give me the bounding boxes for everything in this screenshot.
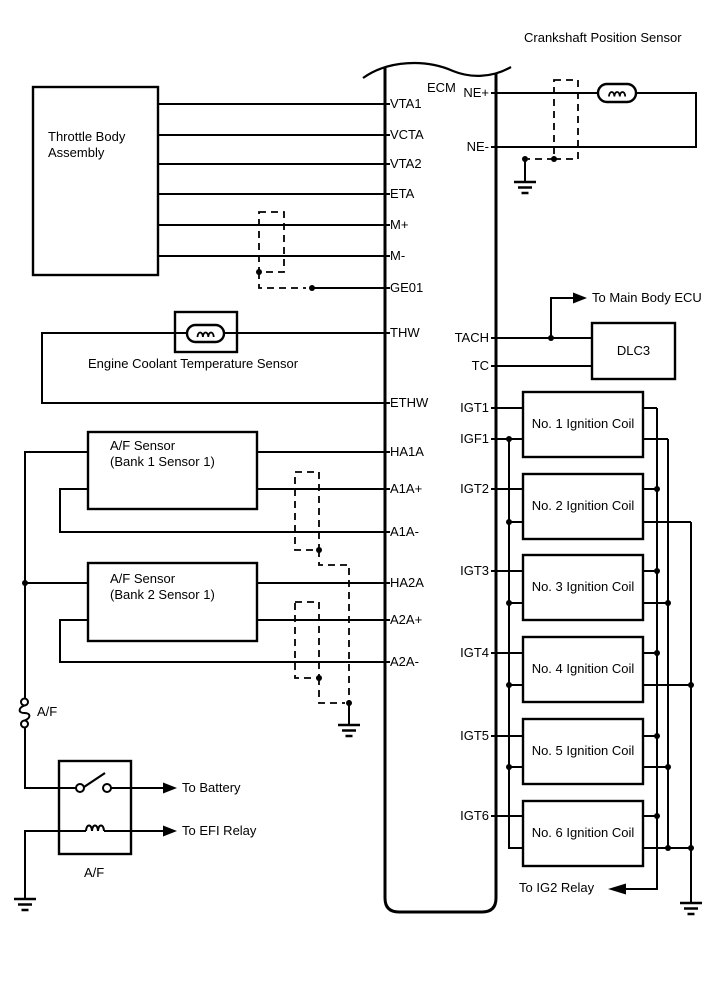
ground-ignition-coils	[680, 903, 702, 914]
crankshaft-sensor-title: Crankshaft Position Sensor	[524, 30, 682, 45]
ground-crank-shield	[514, 182, 536, 193]
pin-a2a-plus: A2A+	[390, 612, 423, 627]
relay-switch-contact-right	[103, 784, 111, 792]
pin-tc: TC	[471, 358, 489, 373]
wire-ne-loop	[491, 93, 696, 147]
ect-pickup-coil-capsule	[187, 325, 224, 342]
af-sensor-bank2-label	[110, 571, 215, 603]
pin-vta2: VTA2	[390, 156, 422, 171]
to-efi-relay-label: To EFI Relay	[182, 823, 257, 838]
pin-igt4: IGT4	[460, 645, 489, 660]
ignition-coil-3-label: No. 3 Ignition Coil	[531, 579, 635, 594]
throttle-body-label: Throttle Body Assembly	[48, 129, 126, 160]
ecm-label: ECM	[427, 80, 456, 95]
af-sensor-bank1-label	[110, 438, 215, 470]
ect-sensor-label: Engine Coolant Temperature Sensor	[88, 356, 299, 371]
ignition-coil-6-label: No. 6 Ignition Coil	[531, 825, 635, 840]
af-sensor-bank1-name: A/F Sensor	[110, 438, 176, 453]
to-main-body-ecu-label: To Main Body ECU	[592, 290, 702, 305]
pin-vcta: VCTA	[390, 127, 424, 142]
arrow-to-main-body-ecu	[573, 293, 587, 304]
pin-igt1: IGT1	[460, 400, 489, 415]
shield-af2-wires	[295, 602, 319, 678]
af-relay-box	[59, 761, 131, 854]
shield-af1-drain	[319, 550, 349, 703]
af-relay-label: A/F	[84, 865, 105, 880]
throttle-body-box	[33, 87, 158, 275]
pin-ha1a: HA1A	[390, 444, 424, 459]
af-sensor-bank2-sub: (Bank 2 Sensor 1)	[110, 587, 215, 602]
crank-pickup-coil-capsule	[598, 84, 636, 102]
pin-ethw: ETHW	[390, 395, 429, 410]
pin-igt2: IGT2	[460, 481, 489, 496]
pin-igf1: IGF1	[460, 431, 489, 446]
ground-relay-coil	[14, 899, 36, 910]
wire-tach-branch	[551, 298, 574, 338]
pin-a1a-minus: A1A-	[390, 524, 419, 539]
pin-ne-minus: NE-	[466, 139, 489, 154]
af-fuse-terminal-bottom	[21, 721, 28, 728]
pin-m-plus: M+	[390, 217, 409, 232]
igf-bus	[509, 439, 523, 848]
shield-motor-drain	[259, 272, 306, 288]
ignition-coil-5-label: No. 5 Ignition Coil	[531, 743, 635, 758]
arrow-to-battery	[163, 783, 177, 794]
shield-motor-wires	[259, 212, 284, 272]
pin-tach: TACH	[454, 330, 489, 345]
to-ig2-relay-label: To IG2 Relay	[519, 880, 595, 895]
pin-igt5: IGT5	[460, 728, 489, 743]
ignition-coil-4-label: No. 4 Ignition Coil	[531, 661, 635, 676]
pin-eta: ETA	[390, 186, 415, 201]
pin-a2a-minus: A2A-	[390, 654, 419, 669]
pin-ne-plus: NE+	[463, 85, 489, 100]
pin-vta1: VTA1	[390, 96, 422, 111]
relay-switch-contact-left	[76, 784, 84, 792]
pin-thw: THW	[390, 325, 420, 340]
ignition-coil-1-label: No. 1 Ignition Coil	[531, 416, 635, 431]
arrow-to-efi-relay	[163, 826, 177, 837]
pin-m-minus: M-	[390, 248, 406, 263]
pin-ha2a: HA2A	[390, 575, 424, 590]
af-fuse-label: A/F	[37, 704, 58, 719]
ground-af-shield	[338, 725, 360, 736]
af-sensor-bank1-sub: (Bank 1 Sensor 1)	[110, 454, 215, 469]
af-sensor-bank2-name: A/F Sensor	[110, 571, 176, 586]
ignition-coil-2-label: No. 2 Ignition Coil	[531, 498, 635, 513]
pin-a1a-plus: A1A+	[390, 481, 423, 496]
shield-af1-wires	[295, 472, 319, 550]
af-fuse-terminal-top	[21, 699, 28, 706]
to-battery-label: To Battery	[182, 780, 241, 795]
pin-igt3: IGT3	[460, 563, 489, 578]
arrow-to-ig2-relay	[608, 884, 626, 895]
shield-af2-drain	[319, 678, 345, 703]
pin-ge01: GE01	[390, 280, 424, 295]
dlc3-label: DLC3	[616, 343, 651, 358]
af-fuse-element	[20, 706, 30, 721]
component-boxes	[33, 63, 675, 912]
pin-igt6: IGT6	[460, 808, 489, 823]
